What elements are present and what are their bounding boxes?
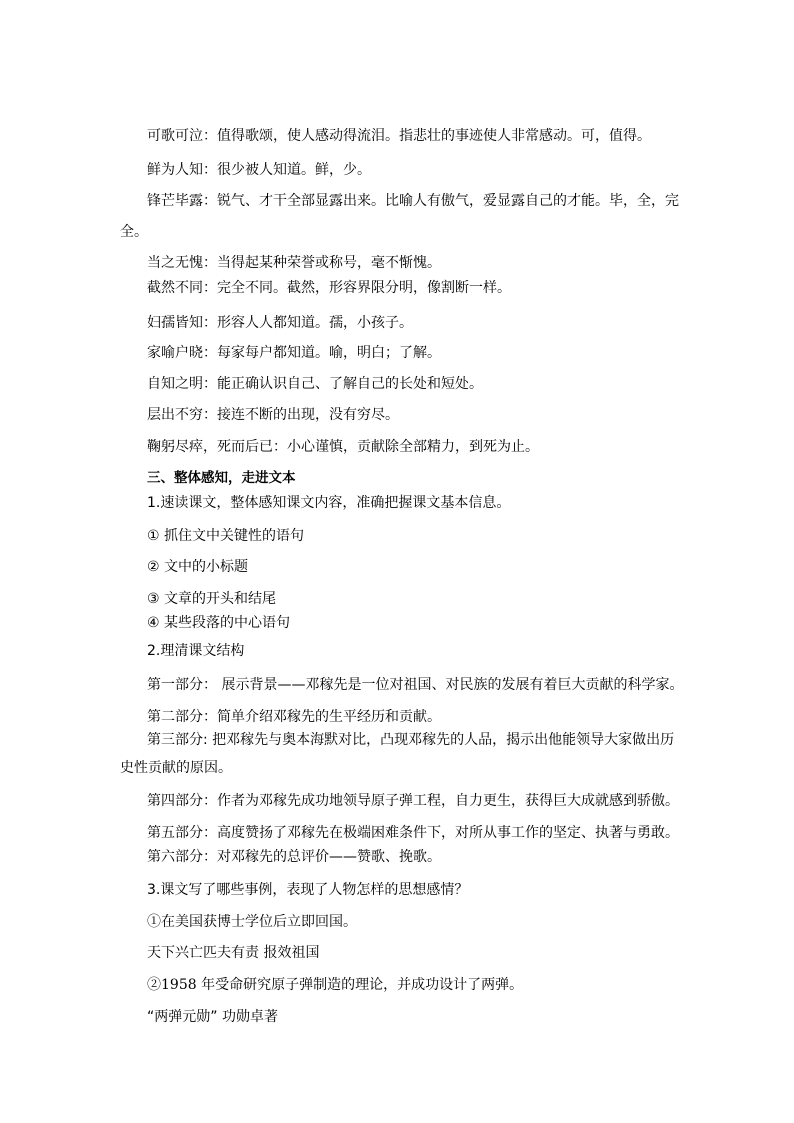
example-theme: 天下兴亡匹夫有责 报效祖国	[147, 945, 320, 961]
vocab-line: 妇孺皆知：形容人人都知道。孺，小孩子。	[147, 315, 413, 331]
method-item: ③ 文章的开头和结尾	[147, 591, 277, 607]
structure-part: 第五部分：高度赞扬了邓稼先在极端困难条件下，对所从事工作的坚定、执著与勇敢。	[147, 825, 679, 841]
example-item: ②1958 年受命研究原子弹制造的理论，并成功设计了两弹。	[147, 977, 524, 993]
vocab-line: 截然不同：完全不同。截然，形容界限分明，像割断一样。	[147, 280, 511, 296]
question-3: 3.课文写了哪些事例，表现了人物怎样的思想感情？	[147, 882, 469, 898]
method-item: ① 抓住文中关键性的语句	[147, 528, 305, 544]
question-1: 1.速读课文，整体感知课文内容，准确把握课文基本信息。	[147, 495, 511, 511]
question-2: 2.理清课文结构	[147, 643, 245, 659]
vocab-line-continued: 全。	[120, 224, 148, 240]
method-item: ② 文中的小标题	[147, 559, 249, 575]
vocab-line: 鲜为人知：很少被人知道。鲜，少。	[147, 162, 371, 178]
structure-part: 第一部分： 展示背景——邓稼先是一位对祖国、对民族的发展有着巨大贡献的科学家。	[147, 677, 684, 693]
section-heading: 三、整体感知，走进文本	[147, 470, 296, 486]
structure-part: 第六部分：对邓稼先的总评价——赞歌、挽歌。	[147, 849, 441, 865]
structure-part: 第二部分：简单介绍邓稼先的生平经历和贡献。	[147, 709, 441, 725]
vocab-line: 锋芒毕露：锐气、才干全部显露出来。比喻人有傲气，爱显露自己的才能。毕，全，完	[147, 193, 679, 209]
structure-part: 第四部分：作者为邓稼先成功地领导原子弹工程，自力更生，获得巨大成就感到骄傲。	[147, 793, 679, 809]
vocab-line: 家喻户晓：每家每户都知道。喻，明白；了解。	[147, 345, 441, 361]
vocab-line: 鞠躬尽瘁，死而后已：小心谨慎，贡献除全部精力，到死为止。	[147, 439, 539, 455]
vocab-line: 自知之明：能正确认识自己、了解自己的长处和短处。	[147, 376, 483, 392]
example-item: ①在美国获博士学位后立即回国。	[147, 914, 357, 930]
example-theme: “两弹元勋” 功勋卓著	[147, 1009, 278, 1025]
vocab-line: 层出不穷：接连不断的出现，没有穷尽。	[147, 407, 399, 423]
structure-part: 第三部分: 把邓稼先与奥本海默对比，凸现邓稼先的人品，揭示出他能领导大家做出历	[147, 732, 675, 748]
method-item: ④ 某些段落的中心语句	[147, 615, 291, 631]
structure-part-continued: 史性贡献的原因。	[120, 760, 232, 776]
vocab-line: 可歌可泣：值得歌颂，使人感动得流泪。指悲壮的事迹使人非常感动。可，值得。	[147, 128, 651, 144]
vocab-line: 当之无愧：当得起某种荣誉或称号，毫不惭愧。	[147, 255, 441, 271]
